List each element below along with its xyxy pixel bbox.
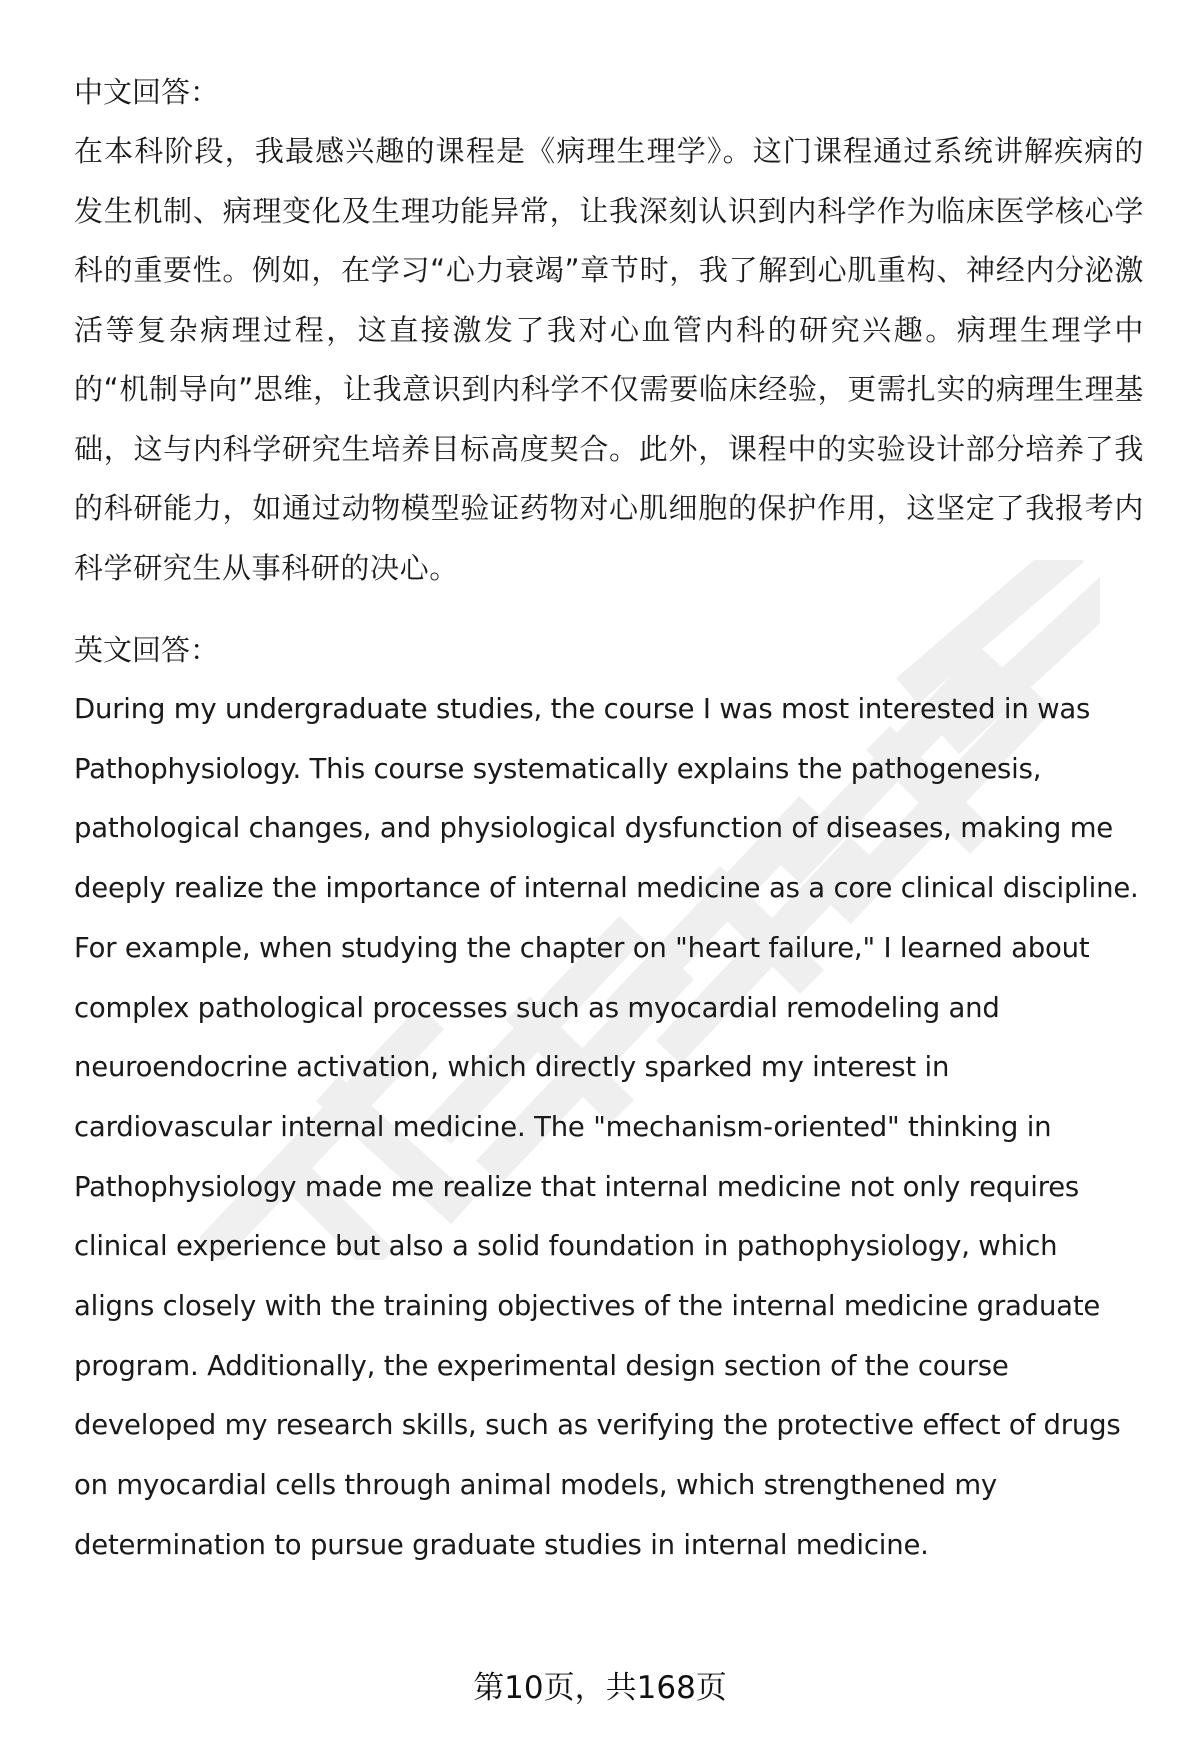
en-answer-text: During my undergraduate studies, the course I was most interested in was Pathophysiology. This course systematically explains the pathogenesis, pathological changes, and physiological dysfunction of diseases, making me deeply realize the importance of internal medicine as a core clinical discipline. For example, when studying the chapter on "heart failure," I learned about complex pathological processes such as myocardial remodeling and neuroendocrine activation, which directly sparked my interest in cardiovascular internal medicine. The "mechanism-oriented" thinking in Pathophysiology made me realize that internal medicine not only requires clinical experience but also a solid foundation in pathophysiology, which aligns closely with the training objectives of the internal medicine graduate program. Additionally, the experimental design section of the course developed my research skills, such as verifying the protective effect of drugs on myocardial cells through animal models, which strengthened my determination to pursue graduate studies in internal medicine. [74,693,1139,1561]
en-answer-heading: 英文回答： [74,633,220,667]
section-spacer [74,598,1144,620]
page-number-footer: 第10页，共168页 [473,1670,727,1706]
zh-answer-text: 在本科阶段，我最感兴趣的课程是《病理生理学》。这门课程通过系统讲解疾病的发生机制、病理变化及生理功能异常，让我深刻认识到内科学作为临床医学核心学科的重要性。例如，在学习“心力衰竭”章节时，我了解到心肌重构、神经内分泌激活等复杂病理过程，这直接激发了我对心血管内科的研究兴趣。病理生理学中的“机制导向”思维，让我意识到内科学不仅需要临床经验，更需扎实的病理生理基础，这与内科学研究生培养目标高度契合。此外，课程中的实验设计部分培养了我的科研能力，如通过动物模型验证药物对心肌细胞的保护作用，这坚定了我报考内科学研究生从事科研的决心。 [74,134,1144,585]
zh-answer-heading: 中文回答： [74,75,220,109]
answer-content [74,62,1144,1576]
